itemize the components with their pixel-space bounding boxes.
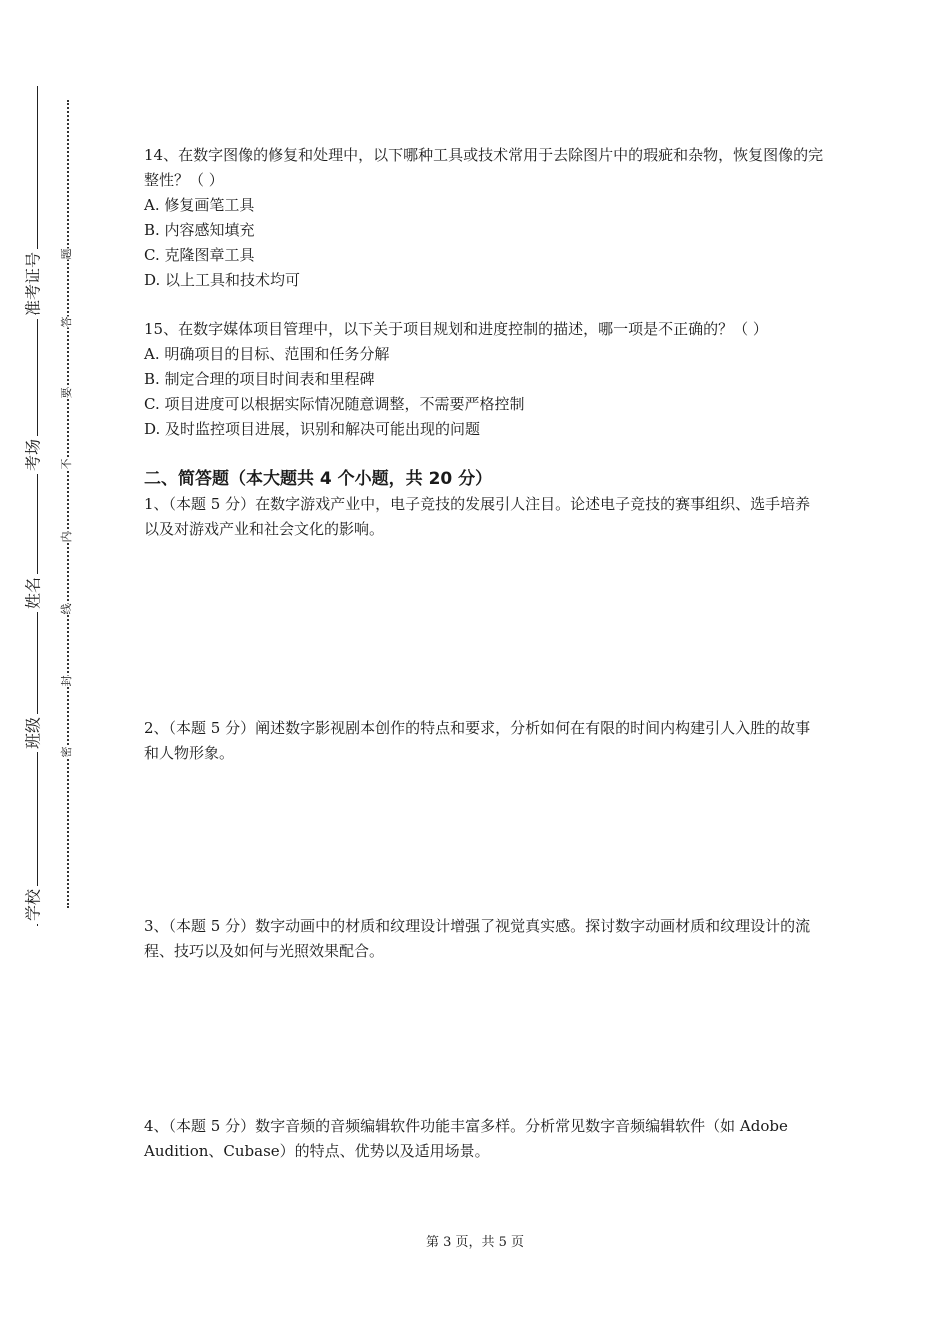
- option-c: C. 项目进度可以根据实际情况随意调整，不需要严格控制: [144, 395, 525, 413]
- name-label: 姓名: [21, 574, 44, 612]
- seal-char: 不: [60, 458, 73, 470]
- seal-char: 封: [60, 675, 73, 687]
- question-15: [144, 317, 824, 442]
- question-stem: 15、在数字媒体项目管理中，以下关于项目规划和进度控制的描述，哪一项是不正确的？（ ）: [144, 320, 768, 338]
- exam-number-label: 准考证号: [21, 249, 44, 319]
- option-a: A. 明确项目的目标、范围和任务分解: [144, 345, 390, 363]
- option-b: B. 制定合理的项目时间表和里程碑: [144, 370, 375, 388]
- class-label: 班级: [21, 714, 44, 752]
- seal-char: 要: [60, 387, 73, 399]
- option-a: A. 修复画笔工具: [144, 196, 255, 214]
- question-14: [144, 143, 824, 293]
- question-area: [144, 143, 824, 542]
- option-d: D. 及时监控项目进展，识别和解决可能出现的问题: [144, 420, 481, 438]
- seal-char: 线: [60, 603, 73, 615]
- seal-dotted-line: [67, 100, 69, 908]
- school-label: 学校: [21, 886, 44, 924]
- page-footer: 第 3 页，共 5 页: [425, 1235, 525, 1250]
- short-answer-3: 3、（本题 5 分）数字动画中的材质和纹理设计增强了视觉真实感。探讨数字动画材质和纹理设计的流程、技巧以及如何与光照效果配合。: [144, 917, 811, 960]
- option-d: D. 以上工具和技术均可: [144, 271, 301, 289]
- short-answer-2: 2、（本题 5 分）阐述数字影视剧本创作的特点和要求，分析如何在有限的时间内构建引人入胜的故事和人物形象。: [144, 719, 811, 762]
- question-stem: 14、在数字图像的修复和处理中，以下哪种工具或技术常用于去除图片中的瑕疵和杂物，恢复图像的完整性？（ ）: [144, 146, 824, 189]
- binding-solid-line: [37, 86, 38, 926]
- short-answer-1: 1、（本题 5 分）在数字游戏产业中，电子竞技的发展引人注目。论述电子竞技的赛事组织、选手培养以及对游戏产业和社会文化的影响。: [144, 495, 811, 538]
- short-answer-4: 4、（本题 5 分）数字音频的音频编辑软件功能丰富多样。分析常见数字音频编辑软件（如 Adobe Audition、Cubase）的特点、优势以及适用场景。: [144, 1117, 788, 1160]
- seal-char: 答: [60, 316, 73, 328]
- seal-char: 题: [60, 248, 73, 260]
- option-b: B. 内容感知填充: [144, 221, 255, 239]
- seal-char: 内: [60, 531, 73, 543]
- option-c: C. 克隆图章工具: [144, 246, 255, 264]
- seal-char: 密: [60, 746, 73, 758]
- exam-room-label: 考场: [21, 436, 44, 474]
- section-title: 二、简答题（本大题共 4 个小题，共 20 分）: [144, 469, 493, 489]
